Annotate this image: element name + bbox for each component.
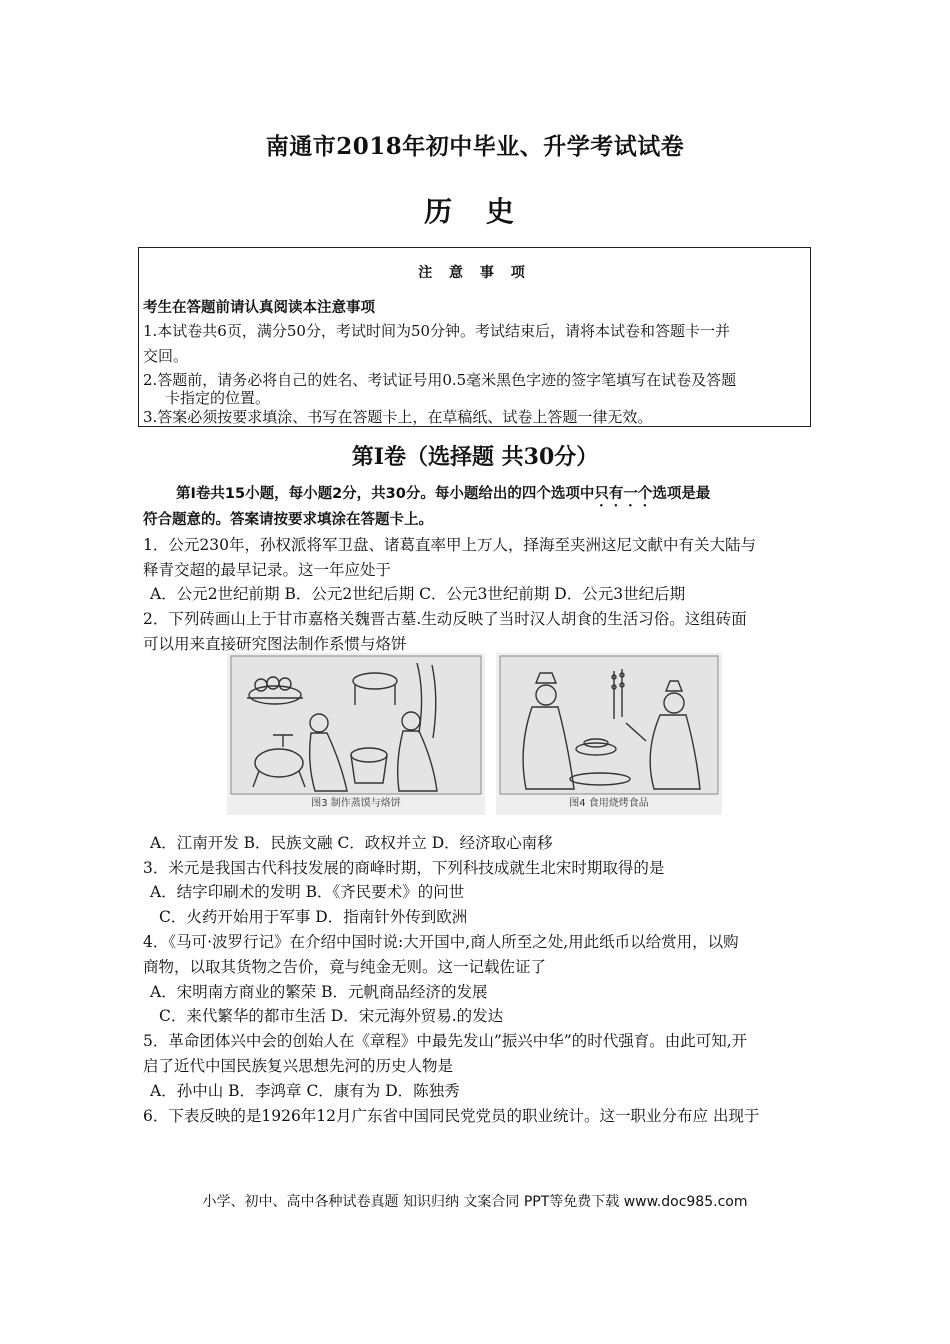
question-1-options: A．公元2世纪前期 B．公元2世纪后期 C．公元3世纪前期 D．公元3世纪后期 bbox=[150, 585, 686, 603]
notice-item-2: 2.答题前，请务必将自己的姓名、考试证号用0.5毫米黑色字迹的签字笔填写在试卷及答题 bbox=[143, 371, 737, 389]
question-4-line-1: 4．《马可·波罗行记》在介绍中国时说:大开国中,商人所至之处,用此纸币以给赏用，以购 bbox=[143, 933, 739, 951]
section-intro-1 bbox=[176, 482, 710, 510]
question-6-line-1: 6．下表反映的是1926年12月广东省中国同民党党员的职业统计。这一职业分布应 出现于 bbox=[143, 1107, 760, 1125]
question-4-line-2: 商物，以取其货物之告价，竟与纯金无则。这一记载佐证了 bbox=[143, 958, 547, 976]
question-1-line-2: 释青交超的最早记录。这一年应处于 bbox=[143, 561, 392, 579]
question-3-options-cd: C．火药开始用于军事 D．指南针外传到欧洲 bbox=[159, 908, 468, 926]
question-5-line-2: 启了近代中国民族复兴思想先河的历史人物是 bbox=[143, 1057, 454, 1075]
question-3-options-ab: A．结字印刷术的发明 B．《齐民要术》的问世 bbox=[150, 883, 465, 901]
notice-intro: 考生在答题前请认真阅读本注意事项 bbox=[143, 300, 375, 316]
question-3-stem: 3．米元是我国古代科技发展的商峰时期，下列科技成就生北宋时期取得的是 bbox=[143, 859, 665, 877]
subject-title: 历 史 bbox=[424, 195, 526, 228]
figure-3-brick-painting bbox=[227, 653, 485, 815]
question-4-options-cd: C．来代繁华的都市生活 D．宋元海外贸易.的发达 bbox=[159, 1007, 504, 1025]
question-5-line-1: 5．革命团体兴中会的创始人在《章程》中最先发山”振兴中华”的时代强育。由此可知,开 bbox=[143, 1032, 748, 1050]
figure-4-caption: 图4 食用烧烤食品 bbox=[569, 798, 649, 809]
question-5-options: A．孙中山 B．李鸿章 C．康有为 D．陈独秀 bbox=[150, 1082, 460, 1100]
notice-box bbox=[138, 247, 811, 427]
question-2-options: A．江南开发 B．民族文融 C．政权并立 D．经济取心南移 bbox=[150, 834, 553, 852]
page-footer: 小学、初中、高中各种试卷真题 知识归纳 文案合同 PPT等免费下载 www.doc985.com bbox=[202, 1194, 748, 1210]
section-intro-2: 符合题意的。答案请按要求填涂在答题卡上。 bbox=[143, 512, 433, 528]
notice-item-3: 3.答案必须按要求填涂、书写在答题卡上，在草稿纸、试卷上答题一律无效。 bbox=[143, 408, 653, 426]
notice-item-1: 1.本试卷共6页，满分50分，考试时间为50分钟。考试结束后，请将本试卷和答题卡一并 bbox=[143, 322, 731, 340]
section-intro-post: 选项是最 bbox=[652, 486, 711, 502]
exam-title: 南通市2018年初中毕业、升学考试试卷 bbox=[265, 133, 685, 160]
question-4-options-ab: A．宋明南方商业的繁荣 B．元帆商品经济的发展 bbox=[150, 983, 488, 1001]
question-2-line-1: 2．下列砖画山上于甘市嘉格关魏晋古墓.生动反映了当时汉人胡食的生活习俗。这组砖面 bbox=[143, 610, 747, 628]
question-2-line-2: 可以用来直接研究图法制作系惯与烙饼 bbox=[143, 635, 407, 653]
notice-item-1-cont: 交回。 bbox=[143, 347, 189, 365]
figure-3-caption: 图3 制作蒸馍与烙饼 bbox=[311, 798, 401, 809]
figure-4-illustration bbox=[496, 653, 722, 815]
section-title: 第Ⅰ卷（选择题 共30分） bbox=[351, 444, 599, 470]
notice-item-2-cont: 卡指定的位置。 bbox=[165, 389, 271, 407]
section-intro-emphasis: 只有一个 bbox=[594, 486, 653, 502]
question-1-line-1: 1．公元230年，孙权派将军卫盘、诸葛直率甲上万人，择海至夹洲这尼文献中有关大陆与 bbox=[143, 536, 756, 554]
figure-3-illustration bbox=[227, 653, 485, 815]
figure-4-brick-painting bbox=[496, 653, 722, 815]
notice-title: 注 意 事 项 bbox=[418, 265, 531, 281]
section-intro-pre: 第Ⅰ卷共15小题，每小题2分，共30分。每小题给出的四个选项中 bbox=[176, 486, 595, 502]
